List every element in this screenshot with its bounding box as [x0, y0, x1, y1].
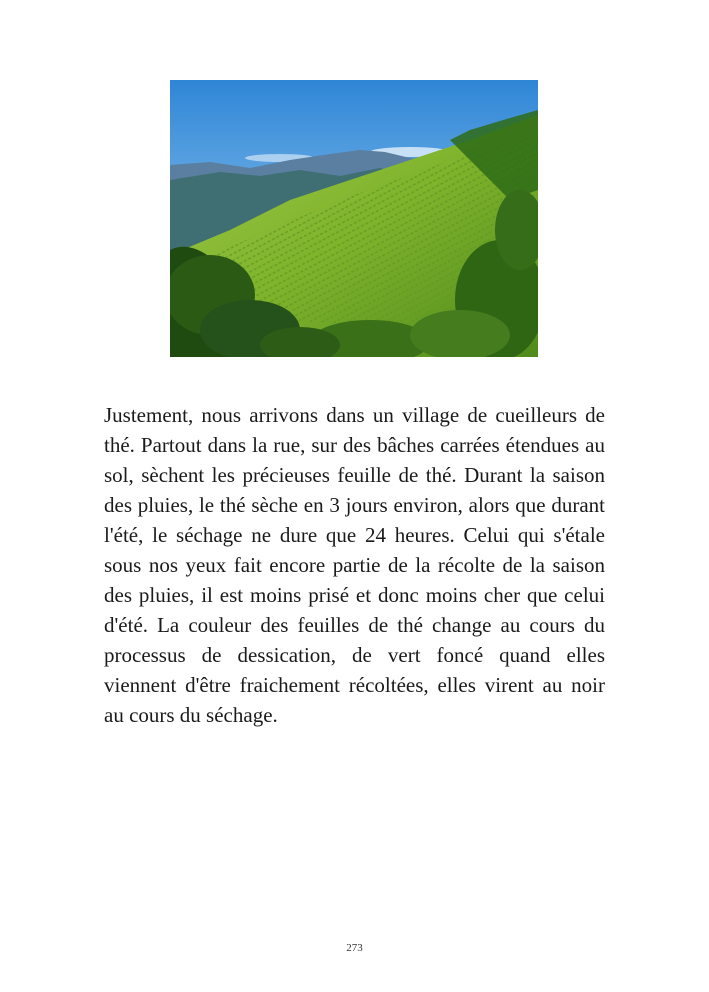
body-paragraph: Justement, nous arrivons dans un village de cueilleurs de thé. Partout dans la rue, sur des bâches carrées étendues au sol, sèchent les précieuses feuille de thé. Durant la saison des pluies, le thé sèche en 3 jours environ, alors que durant l'été, le séchage ne dure que 24 heures. Celui qui s'étale sous nos yeux fait encore partie de la récolte de la saison des pluies, il est moins prisé et donc moins cher que celui d'été. La couleur des feuilles de thé change au cours du processus de dessication, de vert foncé quand elles viennent d'être fraichement récoltées, elles virent au noir au cours du séchage.: [104, 403, 605, 727]
tea-hillside-photo: [170, 80, 538, 357]
photo-landscape-illustration: [170, 80, 538, 357]
page-number: 273: [346, 942, 363, 954]
